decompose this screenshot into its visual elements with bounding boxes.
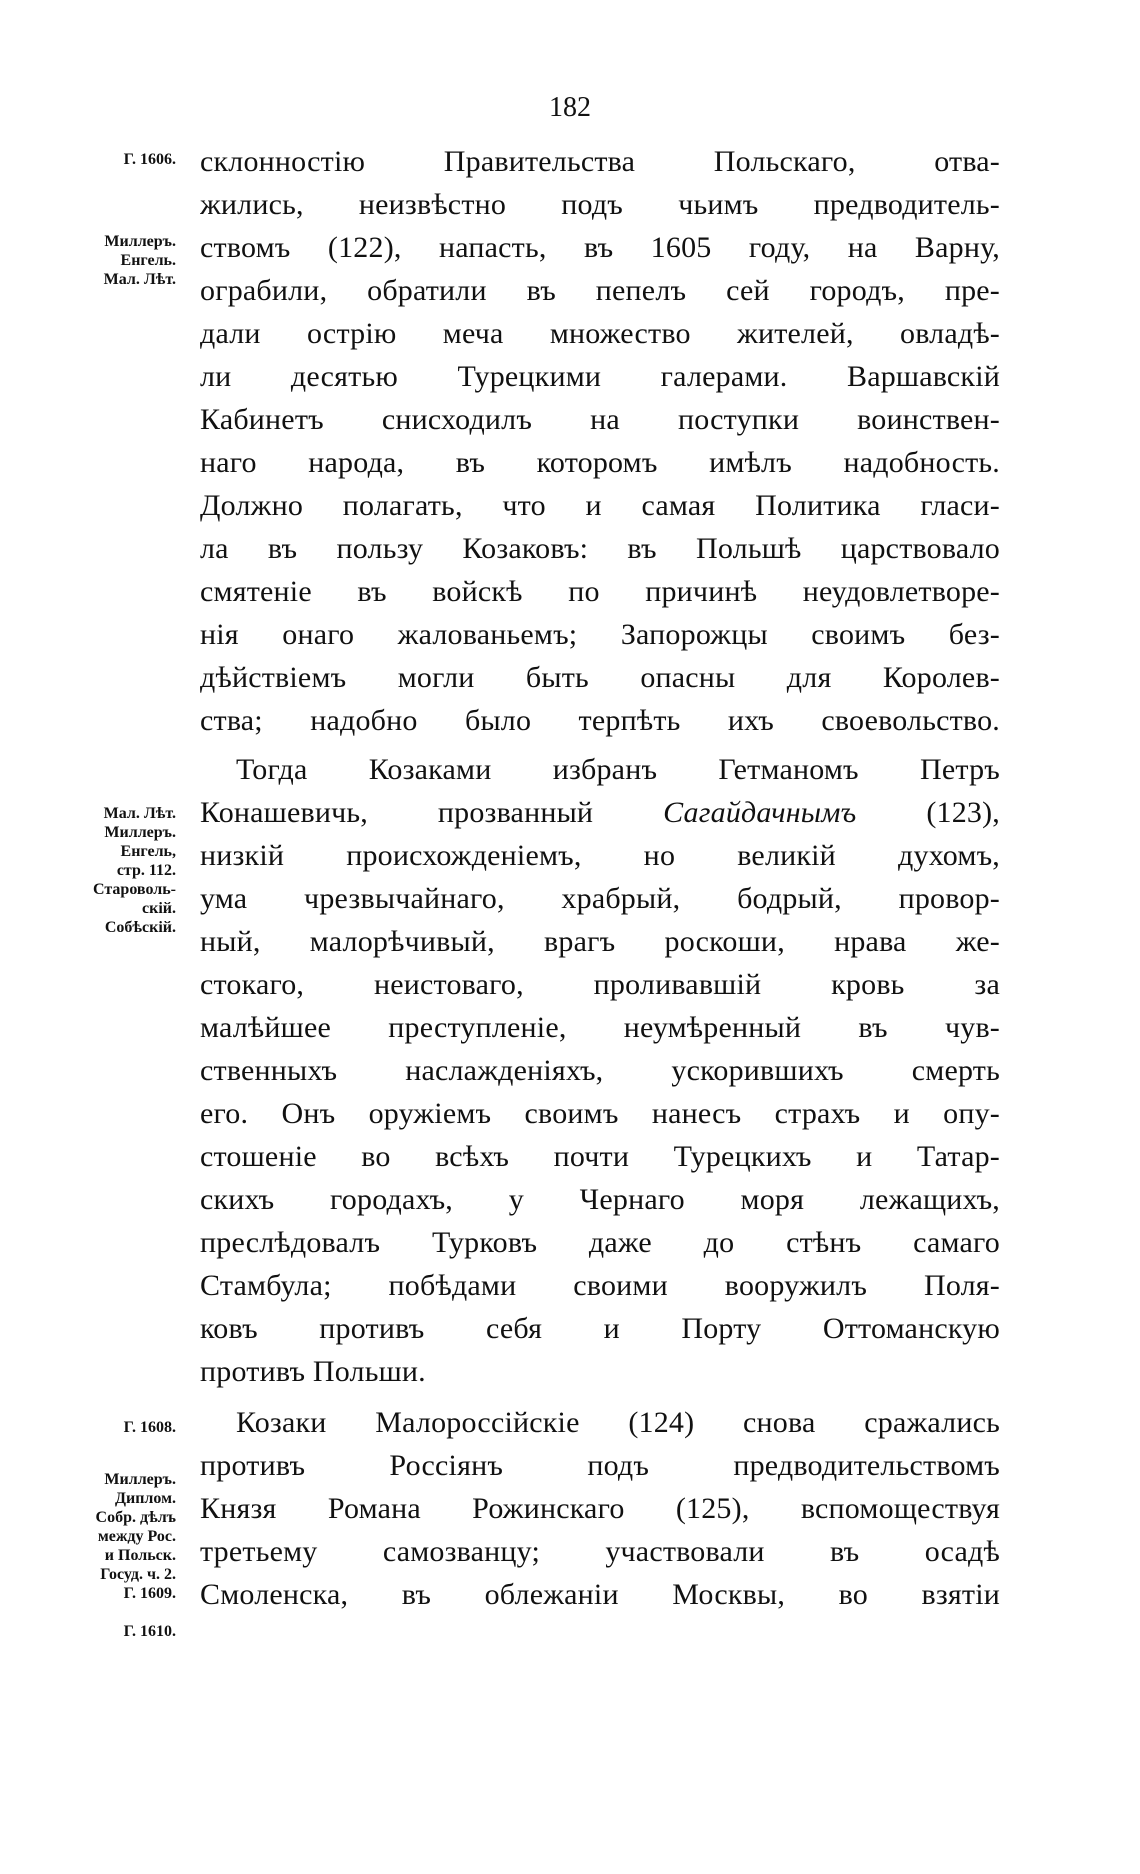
text-line: малѣйшее преступленіе, неумѣренный въ чув- <box>200 1011 1000 1044</box>
margin-note-sources-2: Мал. Лѣт. Миллеръ. Енгель, стр. 112. Староволь- скій. Собѣскій. <box>93 805 176 936</box>
italic-name: Сагайдачнымъ <box>663 796 857 829</box>
margin-note-year-1606: Г. 1606. <box>123 151 176 168</box>
text-line: ственныхъ наслажденіяхъ, ускорившихъ смерть <box>200 1054 1000 1087</box>
text-line: противъ Польши. <box>200 1355 426 1388</box>
text-line: Тогда Козаками избранъ Гетманомъ Петръ <box>236 753 1000 786</box>
text-line: низкій происхожденіемъ, но великій духомъ, <box>200 839 1000 872</box>
text-line: Смоленска, въ облежаніи Москвы, во взятіи <box>200 1578 1000 1611</box>
text-line: ковъ противъ себя и Порту Оттоманскую <box>200 1312 1000 1345</box>
margin-note-year-1608: Г. 1608. <box>123 1419 176 1436</box>
margin-note-year-1610: Г. 1610. <box>123 1623 176 1640</box>
text-line: ства; надобно было терпѣть ихъ своевольство. <box>200 704 1000 737</box>
text-line: скихъ городахъ, у Чернаго моря лежащихъ, <box>200 1183 1000 1216</box>
text-line: Кабинетъ снисходилъ на поступки воинствен- <box>200 403 1000 436</box>
text-line: стошеніе во всѣхъ почти Турецкихъ и Татар- <box>200 1140 1000 1173</box>
text-line: его. Онъ оружіемъ своимъ нанесъ страхъ и опу- <box>200 1097 1000 1130</box>
text-line: дѣйствіемъ могли быть опасны для Королев- <box>200 661 1000 694</box>
text-line: ный, малорѣчивый, врагъ роскоши, нрава же- <box>200 925 1000 958</box>
text-segment: Конашевичь, прозванный <box>200 796 594 829</box>
text-line: ла въ пользу Козаковъ: въ Польшѣ царствовало <box>200 532 1000 565</box>
page-number: 182 <box>549 92 591 123</box>
text-line-composite <box>200 793 1000 835</box>
text-line: стокаго, неистоваго, проливавшій кровь за <box>200 968 1000 1001</box>
text-line: ума чрезвычайнаго, храбрый, бодрый, провор- <box>200 882 1000 915</box>
text-line: ли десятью Турецкими галерами. Варшавскій <box>200 360 1000 393</box>
text-segment: (123), <box>926 796 1000 829</box>
text-line: склонностію Правительства Польскаго, отва- <box>200 145 1000 178</box>
margin-note-sources-3: Миллеръ. Диплом. Собр. дѣлъ между Рос. и Польск. Госуд. ч. 2. Г. 1609. <box>95 1471 176 1602</box>
text-line: преслѣдовалъ Турковъ даже до стѣнъ самаго <box>200 1226 1000 1259</box>
text-line: наго народа, въ которомъ имѣлъ надобность. <box>200 446 1000 479</box>
text-line: ограбили, обратили въ пепелъ сей городъ, пре- <box>200 274 1000 307</box>
text-line: дали острію меча множество жителей, овладѣ- <box>200 317 1000 350</box>
text-line: Должно полагать, что и самая Политика гласи- <box>200 489 1000 522</box>
text-line: Стамбула; побѣдами своими вооружилъ Поля- <box>200 1269 1000 1302</box>
text-line: ствомъ (122), напасть, въ 1605 году, на Варну, <box>200 231 1000 264</box>
text-line: смятеніе въ войскѣ по причинѣ неудовлетворе- <box>200 575 1000 608</box>
text-line: третьему самозванцу; участвовали въ осадѣ <box>200 1535 1000 1568</box>
text-line: Козаки Малороссійскіе (124) снова сражались <box>236 1406 1000 1439</box>
margin-note-sources-1: Миллеръ. Енгель. Мал. Лѣт. <box>103 233 176 288</box>
text-line: Князя Романа Рожинскаго (125), вспомоществуя <box>200 1492 1000 1525</box>
text-line: нія онаго жалованьемъ; Запорожцы своимъ без- <box>200 618 1000 651</box>
text-line: противъ Россіянъ подъ предводительствомъ <box>200 1449 1000 1482</box>
text-line: жились, неизвѣстно подъ чьимъ предводитель- <box>200 188 1000 221</box>
